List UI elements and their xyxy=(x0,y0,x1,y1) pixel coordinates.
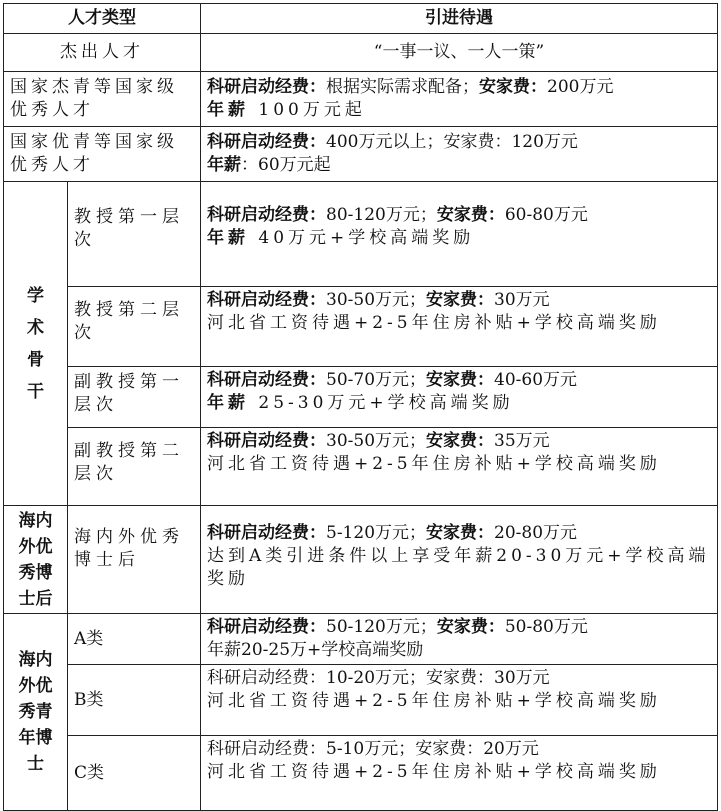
table-row xyxy=(4,614,718,665)
benefit-postdoc: 科研启动经费：5-120万元；安家费：20-80万元 达到A类引进条件以上享受年薪20-30万元+学校高端奖励 xyxy=(201,506,718,614)
header-benefits: 引进待遇 xyxy=(201,4,718,34)
sub-prof1: 教授第一层次 xyxy=(68,182,201,287)
sub-assoc2: 副教授第二层次 xyxy=(68,428,201,506)
benefit-prof1: 科研启动经费：80-120万元；安家费：60-80万元 年薪 40万元+学校高端奖励 xyxy=(201,182,718,287)
table-row xyxy=(4,182,718,287)
table-row xyxy=(4,72,718,127)
group-postdoc: 海内外优秀博士后 xyxy=(4,506,68,614)
benefit-youqing: 科研启动经费：400万元以上；安家费：120万元 年薪：60万元起 xyxy=(201,127,718,182)
table-row xyxy=(4,506,718,614)
sub-c: C类 xyxy=(68,736,201,811)
benefit-assoc2: 科研启动经费：30-50万元；安家费：35万元 河北省工资待遇+2-5年住房补贴+学校高端奖励 xyxy=(201,428,718,506)
table-row xyxy=(4,428,718,506)
benefit-b: 科研启动经费：10-20万元；安家费：30万元 河北省工资待遇+2-5年住房补贴+学校高端奖励 xyxy=(201,665,718,736)
header-type: 人才类型 xyxy=(4,4,201,34)
table-row xyxy=(4,736,718,811)
header-row xyxy=(4,4,718,34)
benefit-jieqing: 科研启动经费：根据实际需求配备；安家费：200万元 年薪 100万元起 xyxy=(201,72,718,127)
type-jieqing: 国家杰青等国家级优秀人才 xyxy=(4,72,201,127)
sub-assoc1: 副教授第一层次 xyxy=(68,367,201,428)
benefit-prof2: 科研启动经费：30-50万元；安家费：30万元 河北省工资待遇+2-5年住房补贴+学校高端奖励 xyxy=(201,287,718,367)
sub-b: B类 xyxy=(68,665,201,736)
table-row xyxy=(4,287,718,367)
benefit-c: 科研启动经费：5-10万元；安家费：20万元 河北省工资待遇+2-5年住房补贴+学校高端奖励 xyxy=(201,736,718,811)
benefit-outstanding: “一事一议、一人一策” xyxy=(201,34,718,72)
table-row xyxy=(4,665,718,736)
benefit-assoc1: 科研启动经费：50-70万元；安家费：40-60万元 年薪 25-30万元+学校高端奖励 xyxy=(201,367,718,428)
sub-postdoc: 海内外优秀博士后 xyxy=(68,506,201,614)
type-outstanding: 杰出人才 xyxy=(4,34,201,72)
type-youqing: 国家优青等国家级优秀人才 xyxy=(4,127,201,182)
sub-prof2: 教授第二层次 xyxy=(68,287,201,367)
group-academic: 学术骨干 xyxy=(4,182,68,506)
group-youngphd: 海内外优秀青年博士 xyxy=(4,614,68,811)
table-row xyxy=(4,34,718,72)
table-row xyxy=(4,367,718,428)
table-row xyxy=(4,127,718,182)
benefit-a: 科研启动经费：50-120万元；安家费：50-80万元 年薪20-25万+学校高端奖励 xyxy=(201,614,718,665)
sub-a: A类 xyxy=(68,614,201,665)
talent-benefits-table xyxy=(3,3,718,811)
